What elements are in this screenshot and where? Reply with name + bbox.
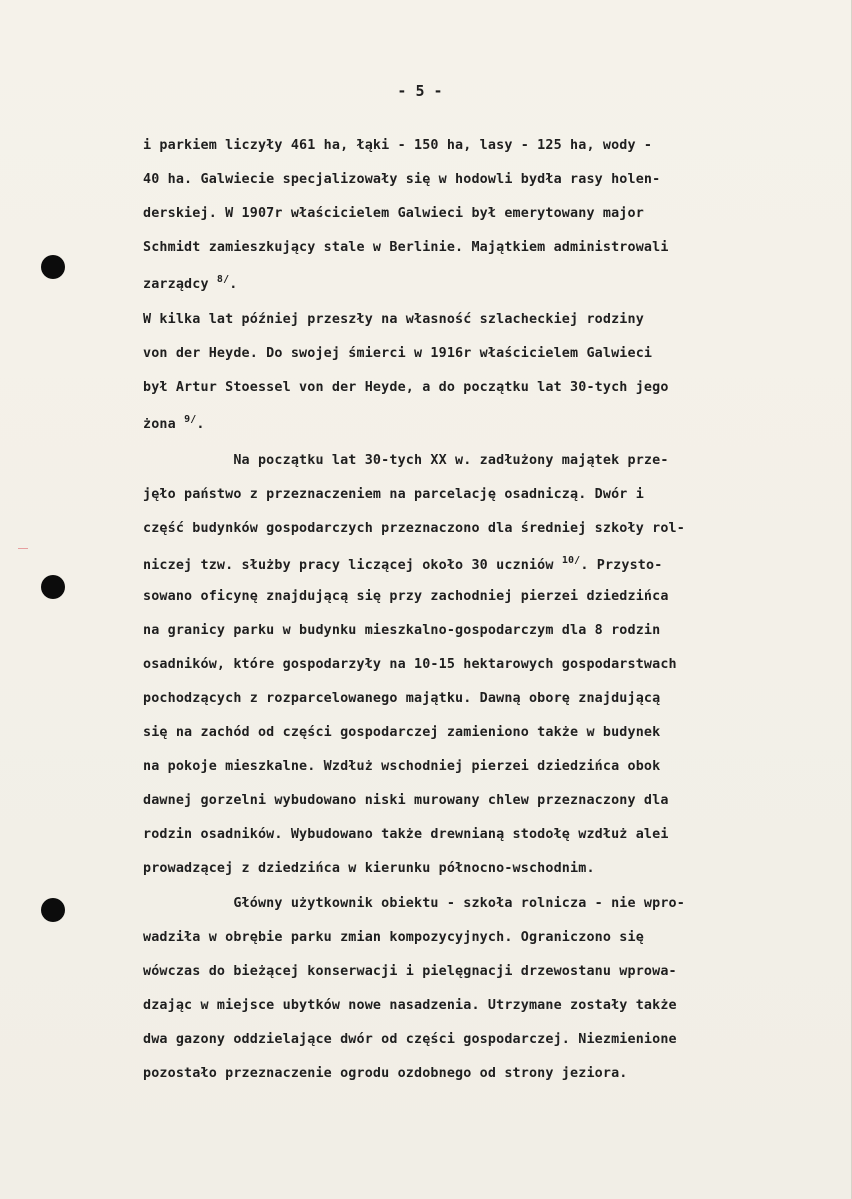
text-fragment: żona (143, 417, 185, 432)
text-line: dwa gazony oddzielające dwór od części gospodarczej. Niezmienione (143, 1032, 677, 1047)
text-line: wadziła w obrębie parku zmian kompozycyjnych. Ograniczono się (143, 930, 644, 945)
binder-hole (41, 898, 65, 922)
text-fragment: niczej tzw. służby pracy liczącej około 30 uczniów (143, 558, 562, 573)
text-line: pochodzących z rozparcelowanego majątku. Dawną oborę znajdującą (143, 691, 661, 706)
text-line: prowadzącej z dziedzińca w kierunku północno-wschodnim. (143, 861, 595, 876)
text-line: dzając w miejsce ubytków nowe nasadzenia. Utrzymane zostały także (143, 998, 677, 1013)
text-line: się na zachód od części gospodarczej zamieniono także w budynek (143, 725, 661, 740)
text-line: W kilka lat później przeszły na własność szlacheckiej rodziny (143, 312, 644, 327)
binder-hole (41, 255, 65, 279)
text-line: osadników, które gospodarzyły na 10-15 hektarowych gospodarstwach (143, 657, 677, 672)
footnote-ref: 9/ (184, 414, 197, 425)
text-line (143, 555, 662, 573)
margin-mark (18, 548, 28, 549)
text-line: von der Heyde. Do swojej śmierci w 1916r właścicielem Galwieci (143, 346, 653, 361)
page-number: - 5 - (397, 82, 443, 100)
text-line: na pokoje mieszkalne. Wzdłuż wschodniej pierzei dziedzińca obok (143, 759, 661, 774)
text-line (143, 274, 237, 292)
text-line: dawnej gorzelni wybudowano niski murowany chlew przeznaczony dla (143, 793, 669, 808)
text-line: i parkiem liczyły 461 ha, łąki - 150 ha, lasy - 125 ha, wody - (143, 138, 653, 153)
text-line: na granicy parku w budynku mieszkalno-gospodarczym dla 8 rodzin (143, 623, 661, 638)
text-line: część budynków gospodarczych przeznaczono dla średniej szkoły rol- (143, 521, 685, 536)
text-line (143, 414, 205, 432)
text-line: pozostało przeznaczenie ogrodu ozdobnego od strony jeziora. (143, 1066, 628, 1081)
text-line: sowano oficynę znajdującą się przy zachodniej pierzei dziedzińca (143, 589, 669, 604)
text-line: Główny użytkownik obiektu - szkoła rolnicza - nie wpro- (143, 896, 685, 911)
text-line: był Artur Stoessel von der Heyde, a do początku lat 30-tych jego (143, 380, 669, 395)
text-fragment: . Przysto- (580, 558, 663, 573)
text-line: 40 ha. Galwiecie specjalizowały się w hodowli bydła rasy holen- (143, 172, 661, 187)
footnote-ref: 10/ (561, 555, 581, 566)
text-line: jęło państwo z przeznaczeniem na parcelację osadniczą. Dwór i (143, 487, 644, 502)
text-fragment: . (196, 417, 205, 432)
text-fragment: . (229, 277, 238, 292)
text-line: wówczas do bieżącej konserwacji i pielęgnacji drzewostanu wprowa- (143, 964, 677, 979)
text-line: rodzin osadników. Wybudowano także drewnianą stodołę wzdłuż alei (143, 827, 669, 842)
text-fragment: zarządcy (143, 277, 217, 292)
footnote-ref: 8/ (216, 274, 230, 285)
text-line: derskiej. W 1907r właścicielem Galwieci był emerytowany major (143, 206, 644, 221)
binder-hole (41, 575, 65, 599)
text-line: Na początku lat 30-tych XX w. zadłużony majątek prze- (143, 453, 669, 468)
text-line: Schmidt zamieszkujący stale w Berlinie. Majątkiem administrowali (143, 240, 669, 255)
